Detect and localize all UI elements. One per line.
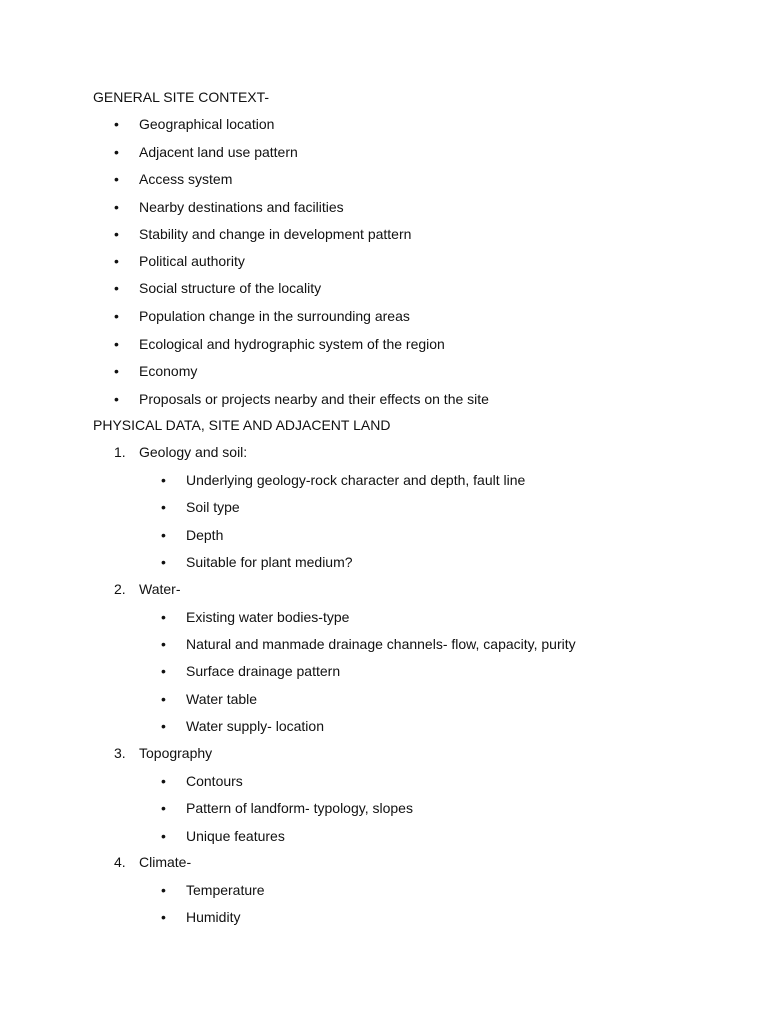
bullet-icon: • (114, 199, 119, 215)
bullet-icon: • (161, 882, 166, 898)
group-title-geology: Geology and soil: (139, 444, 248, 460)
list-item: Existing water bodies-type (186, 609, 350, 625)
list-item: Water supply- location (186, 718, 324, 734)
list-item: Stability and change in development pattern (139, 226, 412, 242)
list-number: 2. (114, 581, 126, 597)
list-item: Geographical location (139, 116, 275, 132)
group-title-climate: Climate- (139, 854, 192, 870)
bullet-icon: • (161, 691, 166, 707)
list-item: Nearby destinations and facilities (139, 199, 344, 215)
bullet-icon: • (161, 773, 166, 789)
bullet-icon: • (114, 253, 119, 269)
list-item: Humidity (186, 909, 241, 925)
list-item: Political authority (139, 253, 245, 269)
list-item: Access system (139, 171, 233, 187)
list-item: Proposals or projects nearby and their effects on the site (139, 391, 489, 407)
list-item: Suitable for plant medium? (186, 554, 353, 570)
bullet-icon: • (114, 226, 119, 242)
bullet-icon: • (114, 391, 119, 407)
list-item: Pattern of landform- typology, slopes (186, 800, 413, 816)
bullet-icon: • (161, 718, 166, 734)
list-item: Surface drainage pattern (186, 663, 341, 679)
bullet-icon: • (161, 554, 166, 570)
list-item: Temperature (186, 882, 265, 898)
bullet-icon: • (114, 363, 119, 379)
section-heading-physical-data: PHYSICAL DATA, SITE AND ADJACENT LAND (93, 417, 391, 433)
list-item: Social structure of the locality (139, 280, 322, 296)
bullet-icon: • (161, 800, 166, 816)
list-item: Depth (186, 527, 224, 543)
list-item: Contours (186, 773, 243, 789)
section-heading-general-site-context: GENERAL SITE CONTEXT- (93, 89, 270, 105)
bullet-icon: • (161, 636, 166, 652)
group-title-water: Water- (139, 581, 181, 597)
group-title-topography: Topography (139, 745, 213, 761)
bullet-icon: • (161, 663, 166, 679)
bullet-icon: • (114, 308, 119, 324)
list-item: Economy (139, 363, 198, 379)
bullet-icon: • (114, 280, 119, 296)
bullet-icon: • (161, 909, 166, 925)
list-item: Unique features (186, 828, 285, 844)
bullet-icon: • (114, 171, 119, 187)
list-item: Adjacent land use pattern (139, 144, 298, 160)
bullet-icon: • (161, 472, 166, 488)
bullet-icon: • (114, 336, 119, 352)
bullet-icon: • (161, 499, 166, 515)
list-item: Natural and manmade drainage channels- flow, capacity, purity (186, 636, 576, 652)
bullet-icon: • (114, 116, 119, 132)
list-item: Water table (186, 691, 258, 707)
list-item: Underlying geology-rock character and depth, fault line (186, 472, 526, 488)
bullet-icon: • (161, 527, 166, 543)
list-number: 1. (114, 444, 126, 460)
list-number: 4. (114, 854, 126, 870)
list-number: 3. (114, 745, 126, 761)
list-item: Population change in the surrounding areas (139, 308, 410, 324)
list-item: Ecological and hydrographic system of the region (139, 336, 445, 352)
bullet-icon: • (161, 609, 166, 625)
list-item: Soil type (186, 499, 240, 515)
bullet-icon: • (114, 144, 119, 160)
bullet-icon: • (161, 828, 166, 844)
